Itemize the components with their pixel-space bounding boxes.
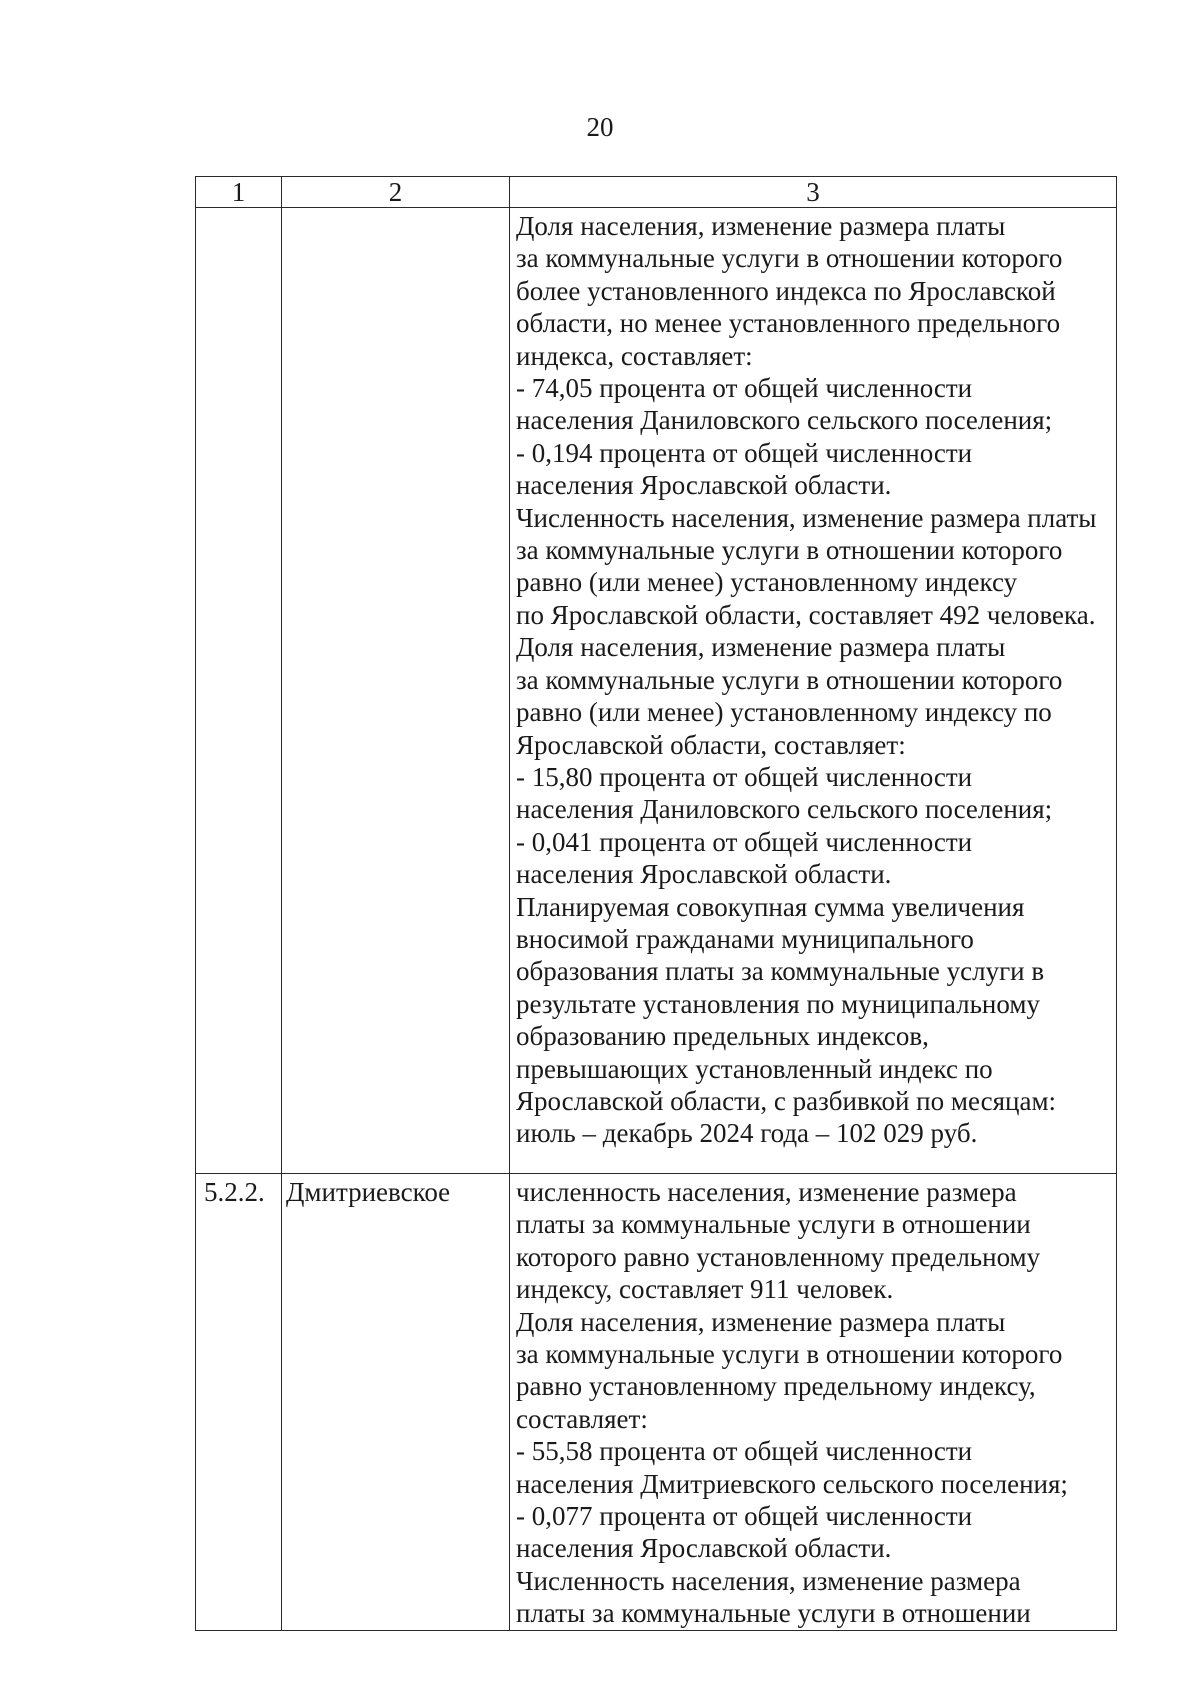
text-line: Доля населения, изменение размера платы (516, 632, 1006, 663)
row-number (196, 208, 281, 210)
text-line: по Ярославской области, составляет 492 человека. (516, 599, 1096, 630)
row-description-cell (510, 208, 1117, 1174)
table-header-row (196, 177, 1117, 208)
row-description-cell (510, 1174, 1117, 1631)
text-line: Доля населения, изменение размера платы (516, 211, 1006, 241)
text-line: результате установления по муниципальному (516, 988, 1040, 1019)
text-line: которого равно установленному предельному (516, 1241, 1041, 1272)
text-line: - 55,58 процента от общей численности (516, 1436, 973, 1467)
row-number-cell (196, 208, 282, 1174)
text-line: населения Даниловского сельского поселения; (516, 405, 1053, 436)
row-number: 5.2.2. (204, 1177, 265, 1207)
settlement-name: Дмитриевское (286, 1177, 451, 1207)
text-line: за коммунальные услуги в отношении которого (516, 1339, 1063, 1370)
text-line: Планируемая совокупная сумма увеличения (516, 891, 1025, 922)
row-description (510, 208, 1116, 1150)
row-name-cell (282, 1174, 510, 1631)
text-line: - 0,194 процента от общей численности (516, 437, 973, 468)
text-line: Доля населения, изменение размера платы (516, 1306, 1006, 1337)
row-number-cell (196, 1174, 282, 1631)
row-description (510, 1174, 1116, 1630)
text-line: превышающих установленный индекс по (516, 1053, 993, 1084)
text-line: населения Ярославской области. (516, 859, 892, 890)
text-line: составляет: (516, 1403, 648, 1434)
text-line: численность населения, изменение размера (516, 1177, 1017, 1207)
text-line: равно (или менее) установленному индексу (516, 567, 1018, 598)
text-line: населения Даниловского сельского поселения; (516, 794, 1053, 825)
text-line: равно установленному предельному индексу, (516, 1371, 1036, 1402)
text-line: платы за коммунальные услуги в отношении (516, 1209, 1031, 1240)
table-row (196, 208, 1117, 1174)
text-line: населения Ярославской области. (516, 1533, 892, 1564)
text-line: образованию предельных индексов, (516, 1021, 929, 1052)
data-table (195, 176, 1117, 1631)
column-header-3: 3 (510, 177, 1117, 208)
text-line: за коммунальные услуги в отношении которого (516, 243, 1063, 274)
text-line: Ярославской области, составляет: (516, 729, 906, 760)
text-line: за коммунальные услуги в отношении которого (516, 535, 1063, 566)
text-line: образования платы за коммунальные услуги в (516, 956, 1045, 987)
text-line: Ярославской области, с разбивкой по месяцам: (516, 1085, 1057, 1116)
text-line: - 0,077 процента от общей численности (516, 1501, 973, 1532)
text-line: Численность населения, изменение размера платы (516, 502, 1097, 533)
text-line: области, но менее установленного предельного (516, 308, 1061, 339)
text-line: индекса, составляет: (516, 340, 753, 371)
text-line: Численность населения, изменение размера (516, 1565, 1021, 1596)
text-line: июль – декабрь 2024 года – 102 029 руб. (516, 1118, 978, 1149)
text-line: за коммунальные услуги в отношении которого (516, 664, 1063, 695)
text-line: платы за коммунальные услуги в отношении (516, 1598, 1031, 1629)
row-name-cell (282, 208, 510, 1174)
table-row (196, 1174, 1117, 1631)
settlement-name (282, 208, 509, 210)
page-number: 20 (586, 112, 614, 142)
column-header-2: 2 (282, 177, 510, 208)
column-header-1: 1 (196, 177, 282, 208)
text-line: населения Дмитриевского сельского поселения; (516, 1468, 1068, 1499)
text-line: населения Ярославской области. (516, 470, 892, 501)
text-line: равно (или менее) установленному индексу по (516, 697, 1052, 728)
text-line: вносимой гражданами муниципального (516, 923, 974, 954)
text-line: более установленного индекса по Ярославской (516, 275, 1056, 306)
text-line: - 15,80 процента от общей численности (516, 761, 973, 792)
text-line: индексу, составляет 911 человек. (516, 1274, 894, 1305)
text-line: - 74,05 процента от общей численности (516, 373, 973, 404)
text-line: - 0,041 процента от общей численности (516, 826, 973, 857)
